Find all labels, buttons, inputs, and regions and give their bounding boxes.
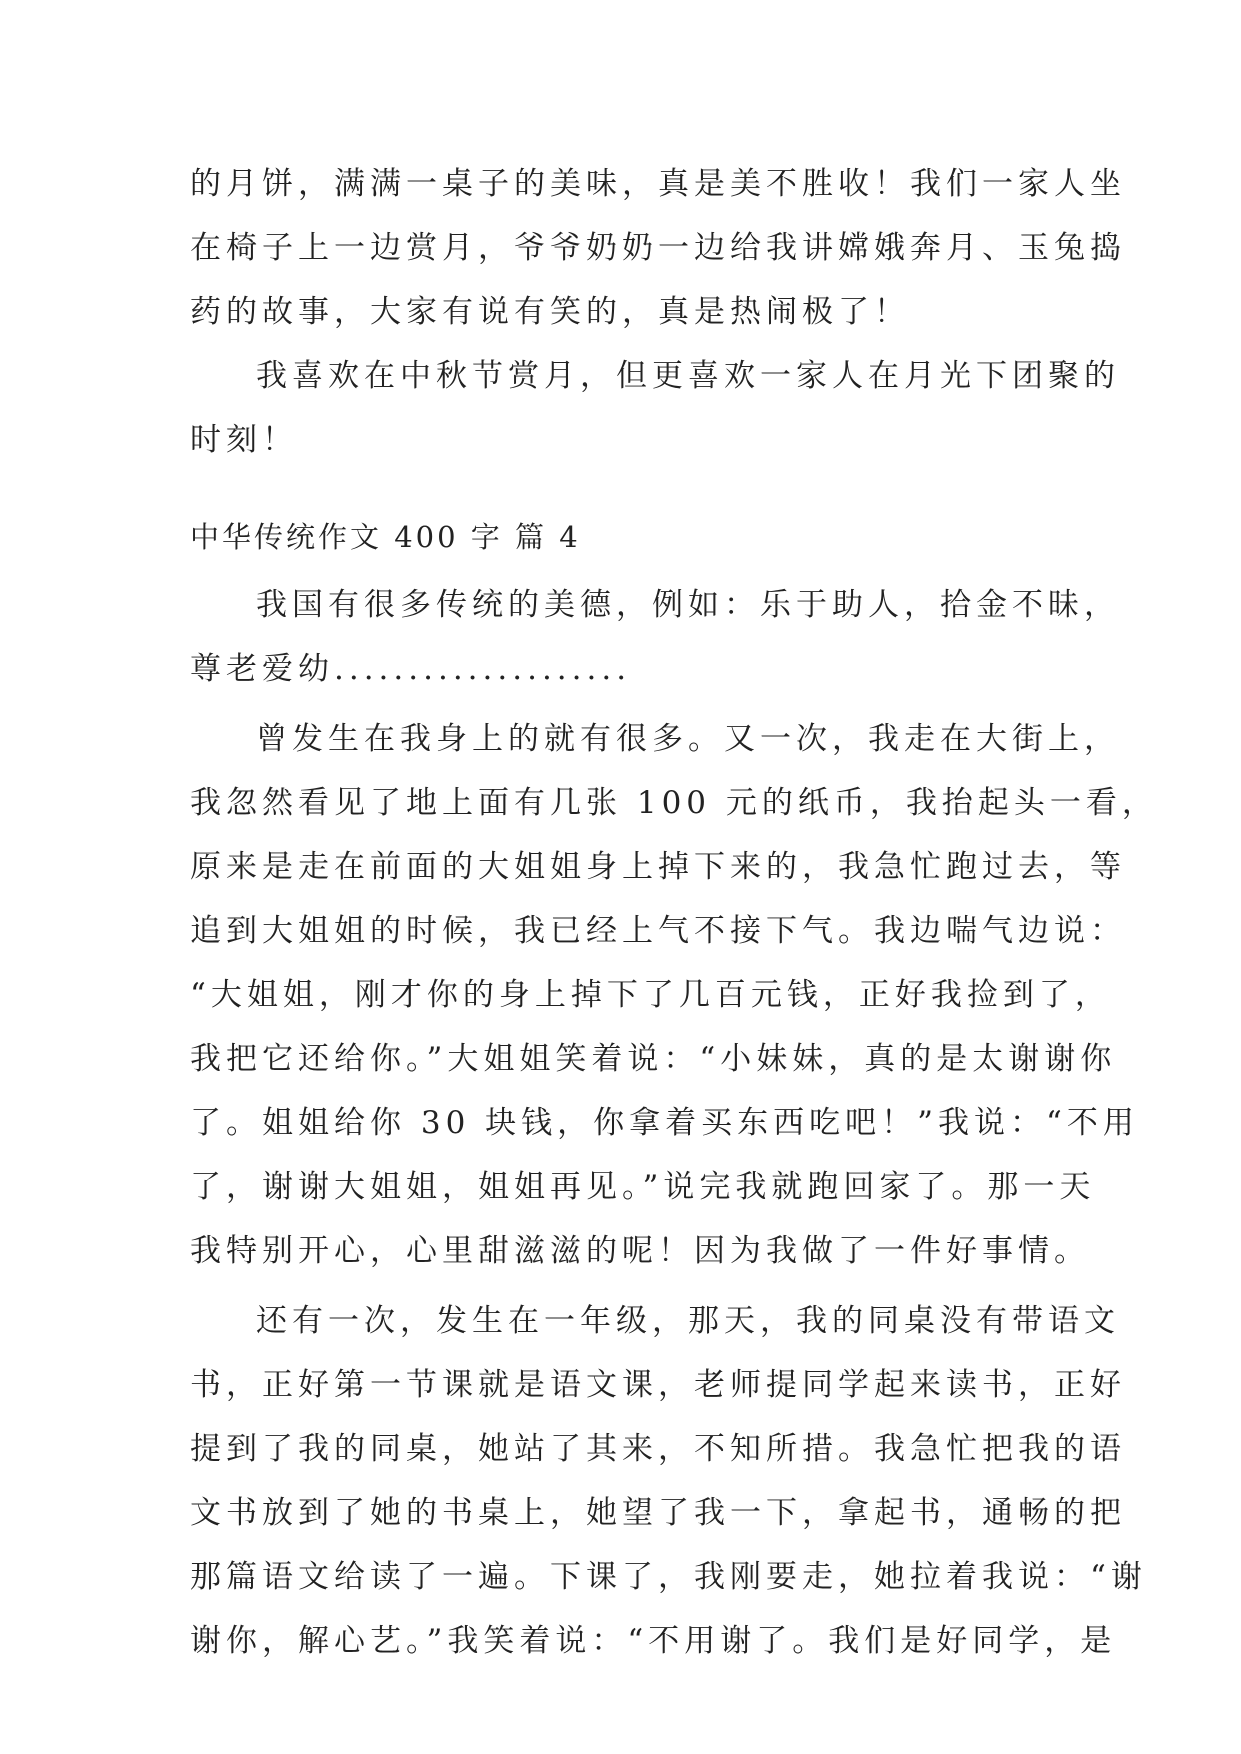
text-line: 我把它还给你。”大姐姐笑着说：“小妹妹，真的是太谢谢你 <box>190 1041 1117 1077</box>
text-line: “大姐姐，刚才你的身上掉下了几百元钱，正好我捡到了， <box>190 977 1111 1013</box>
section-heading: 中华传统作文 400 字 篇 4 <box>190 520 581 554</box>
text-line: 我特别开心，心里甜滋滋的呢！因为我做了一件好事情。 <box>190 1233 1090 1269</box>
text-line: 时刻！ <box>190 422 298 458</box>
text-line: 我忽然看见了地上面有几张 100 元的纸币，我抬起头一看， <box>190 785 1158 821</box>
text-line: 在椅子上一边赏月，爷爷奶奶一边给我讲嫦娥奔月、玉兔捣 <box>190 230 1126 266</box>
text-line: 曾发生在我身上的就有很多。又一次，我走在大街上， <box>256 721 1120 757</box>
text-line: 文书放到了她的书桌上，她望了我一下，拿起书，通畅的把 <box>190 1495 1126 1531</box>
text-line: 那篇语文给读了一遍。下课了，我刚要走，她拉着我说：“谢 <box>190 1559 1147 1595</box>
text-line: 药的故事，大家有说有笑的，真是热闹极了！ <box>190 294 910 330</box>
text-line: 提到了我的同桌，她站了其来，不知所措。我急忙把我的语 <box>190 1431 1126 1467</box>
text-line: 了，谢谢大姐姐，姐姐再见。”说完我就跑回家了。那一天 <box>190 1169 1096 1205</box>
text-line: 我喜欢在中秋节赏月，但更喜欢一家人在月光下团聚的 <box>256 358 1120 394</box>
text-line: 了。姐姐给你 30 块钱，你拿着买东西吃吧！”我说：“不用 <box>190 1105 1139 1141</box>
text-line: 追到大姐姐的时候，我已经上气不接下气。我边喘气边说： <box>190 913 1126 949</box>
text-line: 谢你，解心艺。”我笑着说：“不用谢了。我们是好同学，是 <box>190 1623 1117 1659</box>
text-line: 的月饼，满满一桌子的美味，真是美不胜收！我们一家人坐 <box>190 166 1126 202</box>
text-line: 尊老爱幼.................... <box>190 651 632 687</box>
text-line: 还有一次，发生在一年级，那天，我的同桌没有带语文 <box>256 1303 1120 1339</box>
text-line: 书，正好第一节课就是语文课，老师提同学起来读书，正好 <box>190 1367 1126 1403</box>
text-line: 原来是走在前面的大姐姐身上掉下来的，我急忙跑过去，等 <box>190 849 1126 885</box>
text-line: 我国有很多传统的美德，例如：乐于助人，拾金不昧， <box>256 587 1120 623</box>
